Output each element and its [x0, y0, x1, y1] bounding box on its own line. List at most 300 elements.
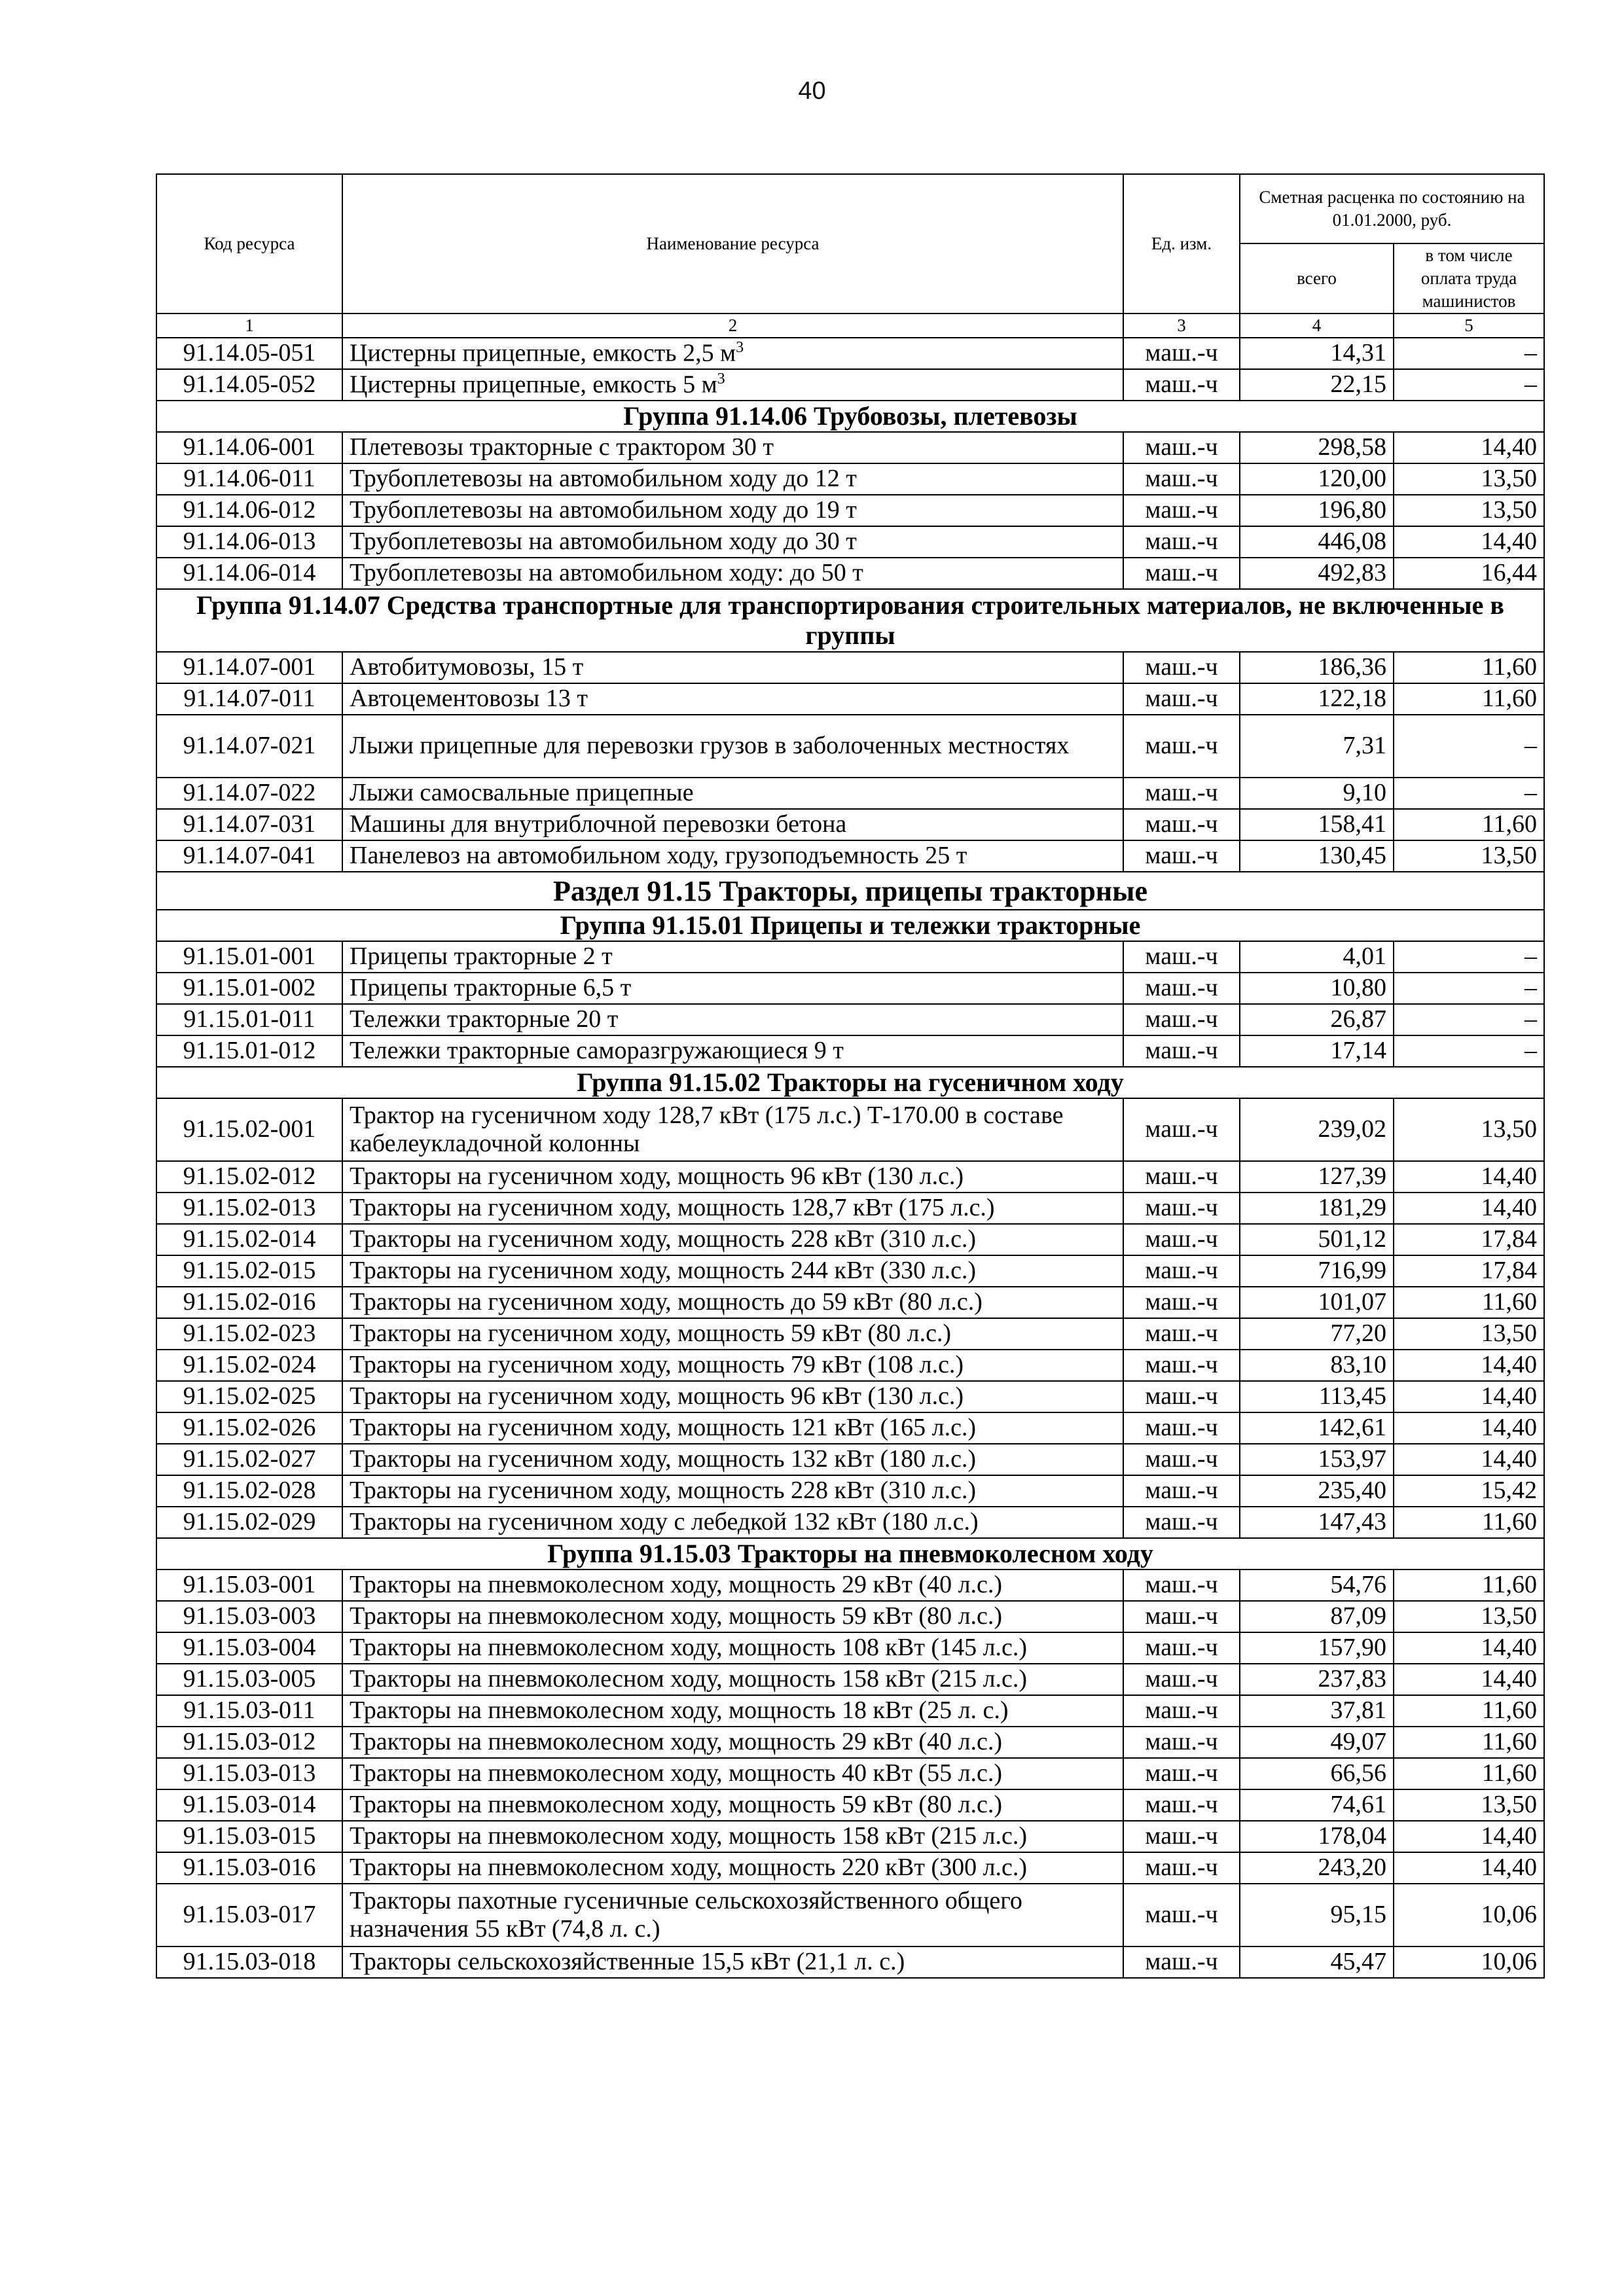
resource-name-text: Тракторы на гусеничном ходу, мощность 59 кВт (80 л.с.) [350, 1319, 952, 1348]
total-price-cell: 14,31 [1240, 338, 1394, 369]
table-row [156, 1193, 1544, 1224]
operator-wages-cell: 14,40 [1394, 1664, 1544, 1695]
resource-name-cell [342, 1475, 1123, 1507]
total-price-cell: 37,81 [1240, 1695, 1394, 1727]
resource-name-text: Тракторы на гусеничном ходу, мощность 228 кВт (310 л.с.) [350, 1225, 977, 1253]
resource-name-text: Машины для внутриблочной перевозки бетона [350, 810, 847, 838]
total-price-cell: 17,14 [1240, 1035, 1394, 1067]
resource-name-cell [342, 1412, 1123, 1444]
table-row [156, 1758, 1544, 1789]
resource-name-cell [342, 1758, 1123, 1789]
resource-code-cell: 91.14.07-001 [156, 652, 342, 683]
table-row [156, 1475, 1544, 1507]
table-row [156, 941, 1544, 973]
operator-wages-cell: – [1394, 338, 1544, 369]
operator-wages-cell: 13,50 [1394, 495, 1544, 526]
unit-cell: маш.-ч [1123, 1193, 1240, 1224]
resource-name-cell [342, 1507, 1123, 1538]
table-row [156, 463, 1544, 495]
resource-name-text: Тракторы пахотные гусеничные сельскохозяйственного общего назначения 55 кВт (74,8 л. с.) [350, 1886, 1022, 1943]
operator-wages-cell: 11,60 [1394, 1287, 1544, 1318]
resource-name-cell [342, 1946, 1123, 1978]
resource-code-cell: 91.14.07-022 [156, 778, 342, 809]
unit-cell: маш.-ч [1123, 1444, 1240, 1475]
operator-wages-cell: 10,06 [1394, 1946, 1544, 1978]
resource-name-text: Тракторы на пневмоколесном ходу, мощность 59 кВт (80 л.с.) [350, 1791, 1003, 1819]
table-row [156, 526, 1544, 558]
resource-name-text: Лыжи самосвальные прицепные [350, 779, 694, 807]
total-price-cell: 492,83 [1240, 558, 1394, 589]
resource-name-cell [342, 1193, 1123, 1224]
column-number: 4 [1240, 314, 1394, 338]
resource-name-text: Автобитумовозы, 15 т [350, 653, 584, 681]
unit-cell: маш.-ч [1123, 558, 1240, 589]
unit-cell: маш.-ч [1123, 1695, 1240, 1727]
total-price-cell: 74,61 [1240, 1789, 1394, 1821]
operator-wages-cell: 14,40 [1394, 1193, 1544, 1224]
unit-cell: маш.-ч [1123, 840, 1240, 872]
resource-name-text: Автоцементовозы 13 т [350, 685, 588, 713]
resource-name-cell [342, 652, 1123, 683]
unit-cell: маш.-ч [1123, 526, 1240, 558]
header-unit: Ед. изм. [1123, 174, 1240, 314]
resource-code-cell: 91.14.06-013 [156, 526, 342, 558]
total-price-cell: 237,83 [1240, 1664, 1394, 1695]
total-price-cell: 501,12 [1240, 1224, 1394, 1255]
unit-cell: маш.-ч [1123, 1475, 1240, 1507]
table-row [156, 715, 1544, 778]
total-price-cell: 54,76 [1240, 1570, 1394, 1601]
resource-code-cell: 91.15.02-014 [156, 1224, 342, 1255]
resource-name-text: Цистерны прицепные, емкость 2,5 м [350, 339, 736, 367]
operator-wages-cell: – [1394, 941, 1544, 973]
operator-wages-cell: 14,40 [1394, 526, 1544, 558]
resource-code-cell: 91.14.06-014 [156, 558, 342, 589]
total-price-cell: 10,80 [1240, 973, 1394, 1004]
unit-cell: маш.-ч [1123, 1601, 1240, 1632]
table-row [156, 1601, 1544, 1632]
resource-name-text: Трубоплетевозы на автомобильном ходу: до 50 т [350, 559, 863, 587]
total-price-cell: 77,20 [1240, 1318, 1394, 1350]
resource-name-cell [342, 809, 1123, 840]
resource-name-text: Цистерны прицепные, емкость 5 м [350, 370, 717, 399]
resource-name-cell [342, 1632, 1123, 1664]
resource-code-cell: 91.14.06-001 [156, 432, 342, 463]
resource-code-cell: 91.14.07-031 [156, 809, 342, 840]
total-price-cell: 45,47 [1240, 1946, 1394, 1978]
resource-code-cell: 91.15.02-015 [156, 1255, 342, 1287]
resource-name-text: Тележки тракторные 20 т [350, 1005, 619, 1033]
resource-code-cell: 91.15.03-012 [156, 1727, 342, 1758]
resource-name-text: Тракторы на гусеничном ходу, мощность 96 кВт (130 л.с.) [350, 1162, 964, 1191]
unit-cell: маш.-ч [1123, 1946, 1240, 1978]
resource-name-cell [342, 1004, 1123, 1035]
table-row [156, 1224, 1544, 1255]
operator-wages-cell: – [1394, 369, 1544, 401]
table-row [156, 369, 1544, 401]
total-price-cell: 157,90 [1240, 1632, 1394, 1664]
unit-cell: маш.-ч [1123, 1727, 1240, 1758]
operator-wages-cell: 14,40 [1394, 1632, 1544, 1664]
unit-cell: маш.-ч [1123, 1035, 1240, 1067]
operator-wages-cell: 14,40 [1394, 1821, 1544, 1852]
total-price-cell: 181,29 [1240, 1193, 1394, 1224]
unit-cell: маш.-ч [1123, 973, 1240, 1004]
unit-cell: маш.-ч [1123, 778, 1240, 809]
resource-name-text: Трубоплетевозы на автомобильном ходу до 30 т [350, 528, 857, 556]
total-price-cell: 186,36 [1240, 652, 1394, 683]
resource-code-cell: 91.15.01-001 [156, 941, 342, 973]
resource-name-cell [342, 1224, 1123, 1255]
unit-cell: маш.-ч [1123, 1507, 1240, 1538]
resource-name-text: Тракторы на гусеничном ходу, мощность до 59 кВт (80 л.с.) [350, 1288, 983, 1316]
operator-wages-cell: 13,50 [1394, 1098, 1544, 1161]
resource-name-cell [342, 1098, 1123, 1161]
resource-name-text: Тракторы на гусеничном ходу, мощность 121 кВт (165 л.с.) [350, 1414, 977, 1442]
resource-code-cell: 91.15.02-012 [156, 1161, 342, 1193]
resource-name-text: Прицепы тракторные 6,5 т [350, 974, 632, 1002]
total-price-cell: 87,09 [1240, 1601, 1394, 1632]
resource-name-cell [342, 1570, 1123, 1601]
column-number: 3 [1123, 314, 1240, 338]
resource-code-cell: 91.15.02-025 [156, 1381, 342, 1412]
group-title: Группа 91.15.02 Тракторы на гусеничном ходу [156, 1067, 1544, 1098]
resource-code-cell: 91.14.07-021 [156, 715, 342, 778]
table-row [156, 1632, 1544, 1664]
unit-cell: маш.-ч [1123, 432, 1240, 463]
table-row [156, 432, 1544, 463]
resource-name-cell [342, 526, 1123, 558]
unit-cell: маш.-ч [1123, 495, 1240, 526]
resource-name-text: Трубоплетевозы на автомобильном ходу до 12 т [350, 465, 857, 493]
unit-cell: маш.-ч [1123, 1381, 1240, 1412]
header-total: всего [1240, 243, 1394, 314]
table-row [156, 495, 1544, 526]
resource-code-cell: 91.14.05-052 [156, 369, 342, 401]
total-price-cell: 158,41 [1240, 809, 1394, 840]
total-price-cell: 26,87 [1240, 1004, 1394, 1035]
table-row [156, 809, 1544, 840]
resource-name-text: Тракторы на пневмоколесном ходу, мощность 40 кВт (55 л.с.) [350, 1759, 1003, 1787]
table-row [156, 1570, 1544, 1601]
header-estimate: Сметная расценка по состоянию на 01.01.2000, руб. [1240, 174, 1544, 243]
unit-cell: маш.-ч [1123, 1884, 1240, 1946]
total-price-cell: 4,01 [1240, 941, 1394, 973]
resource-name-cell [342, 1695, 1123, 1727]
operator-wages-cell: 17,84 [1394, 1255, 1544, 1287]
unit-cell: маш.-ч [1123, 715, 1240, 778]
group-title: Группа 91.14.07 Средства транспортные для транспортирования строительных материалов, не включенные в группы [156, 589, 1544, 652]
resource-code-cell: 91.14.06-011 [156, 463, 342, 495]
column-number: 2 [342, 314, 1123, 338]
table-row [156, 1381, 1544, 1412]
operator-wages-cell: – [1394, 1035, 1544, 1067]
unit-cell: маш.-ч [1123, 1224, 1240, 1255]
resource-code-cell: 91.15.02-001 [156, 1098, 342, 1161]
resource-name-cell [342, 1287, 1123, 1318]
header-code: Код ресурса [156, 174, 342, 314]
operator-wages-cell: 13,50 [1394, 1789, 1544, 1821]
resource-name-text: Тракторы на гусеничном ходу, мощность 79 кВт (108 л.с.) [350, 1351, 964, 1379]
table-row [156, 1318, 1544, 1350]
group-header-row [156, 1538, 1544, 1570]
resource-name-cell [342, 1350, 1123, 1381]
total-price-cell: 83,10 [1240, 1350, 1394, 1381]
total-price-cell: 196,80 [1240, 495, 1394, 526]
group-header-row [156, 401, 1544, 432]
total-price-cell: 239,02 [1240, 1098, 1394, 1161]
header-wages: в том числе оплата труда машинистов [1394, 243, 1544, 314]
resource-code-cell: 91.15.03-001 [156, 1570, 342, 1601]
group-header-row [156, 910, 1544, 941]
resource-name-cell [342, 338, 1123, 369]
resource-name-text: Трактор на гусеничном ходу 128,7 кВт (175 л.с.) Т-170.00 в составе кабелеукладочной колонны [350, 1101, 1064, 1158]
resource-name-cell [342, 1884, 1123, 1946]
unit-cell: маш.-ч [1123, 1789, 1240, 1821]
resource-code-cell: 91.14.06-012 [156, 495, 342, 526]
resource-code-cell: 91.14.05-051 [156, 338, 342, 369]
section-header-row [156, 872, 1544, 910]
group-title: Группа 91.14.06 Трубовозы, плетевозы [156, 401, 1544, 432]
resource-name-text: Тракторы на пневмоколесном ходу, мощность 158 кВт (215 л.с.) [350, 1665, 1028, 1693]
table-row [156, 1350, 1544, 1381]
resource-code-cell: 91.15.01-011 [156, 1004, 342, 1035]
resource-code-cell: 91.15.02-028 [156, 1475, 342, 1507]
operator-wages-cell: 14,40 [1394, 1444, 1544, 1475]
operator-wages-cell: 10,06 [1394, 1884, 1544, 1946]
resource-code-cell: 91.15.03-005 [156, 1664, 342, 1695]
resource-name-text: Тележки тракторные саморазгружающиеся 9 т [350, 1037, 844, 1065]
resource-code-cell: 91.14.07-041 [156, 840, 342, 872]
section-title: Раздел 91.15 Тракторы, прицепы тракторные [156, 872, 1544, 910]
resource-name-text: Плетевозы тракторные с трактором 30 т [350, 433, 774, 461]
resource-name-cell [342, 463, 1123, 495]
total-price-cell: 446,08 [1240, 526, 1394, 558]
unit-cell: маш.-ч [1123, 369, 1240, 401]
total-price-cell: 101,07 [1240, 1287, 1394, 1318]
table-row [156, 1727, 1544, 1758]
resource-name-text: Тракторы на пневмоколесном ходу, мощность 220 кВт (300 л.с.) [350, 1854, 1028, 1882]
header-name: Наименование ресурса [342, 174, 1123, 314]
column-number: 5 [1394, 314, 1544, 338]
table-row [156, 1695, 1544, 1727]
resource-code-cell: 91.15.02-023 [156, 1318, 342, 1350]
operator-wages-cell: 11,60 [1394, 652, 1544, 683]
total-price-cell: 122,18 [1240, 683, 1394, 715]
operator-wages-cell: 11,60 [1394, 1695, 1544, 1727]
table-row [156, 778, 1544, 809]
resource-code-cell: 91.15.03-011 [156, 1695, 342, 1727]
resource-name-cell [342, 683, 1123, 715]
table-row [156, 1664, 1544, 1695]
resource-name-cell [342, 973, 1123, 1004]
operator-wages-cell: 13,50 [1394, 1601, 1544, 1632]
resource-code-cell: 91.15.02-013 [156, 1193, 342, 1224]
resource-name-text: Лыжи прицепные для перевозки грузов в заболоченных местностях [350, 732, 1070, 760]
resource-code-cell: 91.15.02-027 [156, 1444, 342, 1475]
operator-wages-cell: 13,50 [1394, 840, 1544, 872]
resource-name-cell [342, 432, 1123, 463]
resource-name-cell [342, 1852, 1123, 1884]
unit-cell: маш.-ч [1123, 1004, 1240, 1035]
unit-cell: маш.-ч [1123, 683, 1240, 715]
unit-cell: маш.-ч [1123, 1318, 1240, 1350]
resource-name-cell [342, 1255, 1123, 1287]
total-price-cell: 9,10 [1240, 778, 1394, 809]
unit-cell: маш.-ч [1123, 1758, 1240, 1789]
resource-name-cell [342, 1318, 1123, 1350]
unit-superscript: 3 [736, 339, 744, 357]
resource-name-text: Тракторы на пневмоколесном ходу, мощность 29 кВт (40 л.с.) [350, 1571, 1003, 1599]
page-number: 40 [798, 77, 826, 105]
operator-wages-cell: 14,40 [1394, 1412, 1544, 1444]
table-row [156, 558, 1544, 589]
resource-name-cell [342, 778, 1123, 809]
table-row [156, 1946, 1544, 1978]
unit-cell: маш.-ч [1123, 1570, 1240, 1601]
resource-table [156, 173, 1545, 1979]
operator-wages-cell: 11,60 [1394, 1570, 1544, 1601]
group-header-row [156, 589, 1544, 652]
operator-wages-cell: – [1394, 715, 1544, 778]
resource-name-cell [342, 941, 1123, 973]
group-header-row [156, 1067, 1544, 1098]
operator-wages-cell: 16,44 [1394, 558, 1544, 589]
table-row [156, 683, 1544, 715]
unit-cell: маш.-ч [1123, 463, 1240, 495]
resource-name-text: Трубоплетевозы на автомобильном ходу до 19 т [350, 496, 857, 524]
resource-code-cell: 91.15.03-014 [156, 1789, 342, 1821]
table-row [156, 1004, 1544, 1035]
table-row [156, 1035, 1544, 1067]
resource-name-text: Тракторы на гусеничном ходу, мощность 128,7 кВт (175 л.с.) [350, 1194, 995, 1222]
operator-wages-cell: 15,42 [1394, 1475, 1544, 1507]
operator-wages-cell: 11,60 [1394, 809, 1544, 840]
resource-code-cell: 91.15.03-003 [156, 1601, 342, 1632]
total-price-cell: 120,00 [1240, 463, 1394, 495]
table-row [156, 1287, 1544, 1318]
resource-name-text: Прицепы тракторные 2 т [350, 942, 613, 971]
unit-cell: маш.-ч [1123, 1287, 1240, 1318]
resource-name-text: Панелевоз на автомобильном ходу, грузоподъемность 25 т [350, 842, 967, 870]
table-row [156, 840, 1544, 872]
total-price-cell: 153,97 [1240, 1444, 1394, 1475]
resource-name-cell [342, 1789, 1123, 1821]
total-price-cell: 298,58 [1240, 432, 1394, 463]
operator-wages-cell: 14,40 [1394, 1350, 1544, 1381]
resource-name-cell [342, 1664, 1123, 1695]
resource-name-cell [342, 1035, 1123, 1067]
resource-name-cell [342, 558, 1123, 589]
unit-cell: маш.-ч [1123, 1350, 1240, 1381]
resource-name-cell [342, 1161, 1123, 1193]
table-body [156, 338, 1544, 1978]
total-price-cell: 113,45 [1240, 1381, 1394, 1412]
table-row [156, 973, 1544, 1004]
resource-name-text: Тракторы сельскохозяйственные 15,5 кВт (21,1 л. с.) [350, 1948, 905, 1976]
total-price-cell: 147,43 [1240, 1507, 1394, 1538]
operator-wages-cell: 14,40 [1394, 1852, 1544, 1884]
resource-code-cell: 91.15.02-029 [156, 1507, 342, 1538]
operator-wages-cell: 17,84 [1394, 1224, 1544, 1255]
table-row [156, 1098, 1544, 1161]
unit-cell: маш.-ч [1123, 941, 1240, 973]
operator-wages-cell: 11,60 [1394, 1727, 1544, 1758]
resource-name-text: Тракторы на гусеничном ходу, мощность 96 кВт (130 л.с.) [350, 1382, 964, 1410]
table-row [156, 1821, 1544, 1852]
table-row [156, 1255, 1544, 1287]
operator-wages-cell: 14,40 [1394, 432, 1544, 463]
resource-name-text: Тракторы на пневмоколесном ходу, мощность 59 кВт (80 л.с.) [350, 1602, 1003, 1630]
operator-wages-cell: 11,60 [1394, 1507, 1544, 1538]
unit-cell: маш.-ч [1123, 1412, 1240, 1444]
resource-code-cell: 91.15.02-024 [156, 1350, 342, 1381]
operator-wages-cell: 13,50 [1394, 463, 1544, 495]
resource-name-cell [342, 1727, 1123, 1758]
total-price-cell: 66,56 [1240, 1758, 1394, 1789]
table-row [156, 1884, 1544, 1946]
resource-name-text: Тракторы на гусеничном ходу с лебедкой 132 кВт (180 л.с.) [350, 1508, 979, 1536]
resource-code-cell: 91.15.03-004 [156, 1632, 342, 1664]
total-price-cell: 7,31 [1240, 715, 1394, 778]
resource-name-text: Тракторы на пневмоколесном ходу, мощность 18 кВт (25 л. с.) [350, 1696, 1009, 1725]
total-price-cell: 178,04 [1240, 1821, 1394, 1852]
resource-code-cell: 91.15.03-015 [156, 1821, 342, 1852]
unit-cell: маш.-ч [1123, 1852, 1240, 1884]
table-row [156, 1789, 1544, 1821]
resource-code-cell: 91.15.01-002 [156, 973, 342, 1004]
total-price-cell: 127,39 [1240, 1161, 1394, 1193]
unit-cell: маш.-ч [1123, 809, 1240, 840]
resource-name-cell [342, 495, 1123, 526]
resource-name-text: Тракторы на пневмоколесном ходу, мощность 108 кВт (145 л.с.) [350, 1634, 1028, 1662]
total-price-cell: 142,61 [1240, 1412, 1394, 1444]
resource-name-cell [342, 840, 1123, 872]
unit-cell: маш.-ч [1123, 1632, 1240, 1664]
resource-name-cell [342, 715, 1123, 778]
table-row [156, 1412, 1544, 1444]
resource-code-cell: 91.15.03-017 [156, 1884, 342, 1946]
resource-name-text: Тракторы на гусеничном ходу, мощность 132 кВт (180 л.с.) [350, 1445, 977, 1473]
operator-wages-cell: 14,40 [1394, 1161, 1544, 1193]
unit-cell: маш.-ч [1123, 652, 1240, 683]
unit-cell: маш.-ч [1123, 1664, 1240, 1695]
operator-wages-cell: 11,60 [1394, 683, 1544, 715]
resource-name-cell [342, 369, 1123, 401]
resource-name-text: Тракторы на пневмоколесном ходу, мощность 29 кВт (40 л.с.) [350, 1728, 1003, 1756]
resource-name-text: Тракторы на пневмоколесном ходу, мощность 158 кВт (215 л.с.) [350, 1822, 1028, 1850]
resource-code-cell: 91.15.03-016 [156, 1852, 342, 1884]
total-price-cell: 95,15 [1240, 1884, 1394, 1946]
resource-name-cell [342, 1821, 1123, 1852]
total-price-cell: 130,45 [1240, 840, 1394, 872]
resource-name-cell [342, 1381, 1123, 1412]
unit-cell: маш.-ч [1123, 1161, 1240, 1193]
resource-name-cell [342, 1444, 1123, 1475]
unit-cell: маш.-ч [1123, 338, 1240, 369]
resource-code-cell: 91.15.02-026 [156, 1412, 342, 1444]
table-row [156, 338, 1544, 369]
total-price-cell: 243,20 [1240, 1852, 1394, 1884]
operator-wages-cell: – [1394, 973, 1544, 1004]
table-row [156, 1444, 1544, 1475]
total-price-cell: 235,40 [1240, 1475, 1394, 1507]
unit-cell: маш.-ч [1123, 1255, 1240, 1287]
operator-wages-cell: 11,60 [1394, 1758, 1544, 1789]
unit-superscript: 3 [717, 370, 725, 388]
resource-name-text: Тракторы на гусеничном ходу, мощность 244 кВт (330 л.с.) [350, 1257, 977, 1285]
group-title: Группа 91.15.01 Прицепы и тележки тракторные [156, 910, 1544, 941]
